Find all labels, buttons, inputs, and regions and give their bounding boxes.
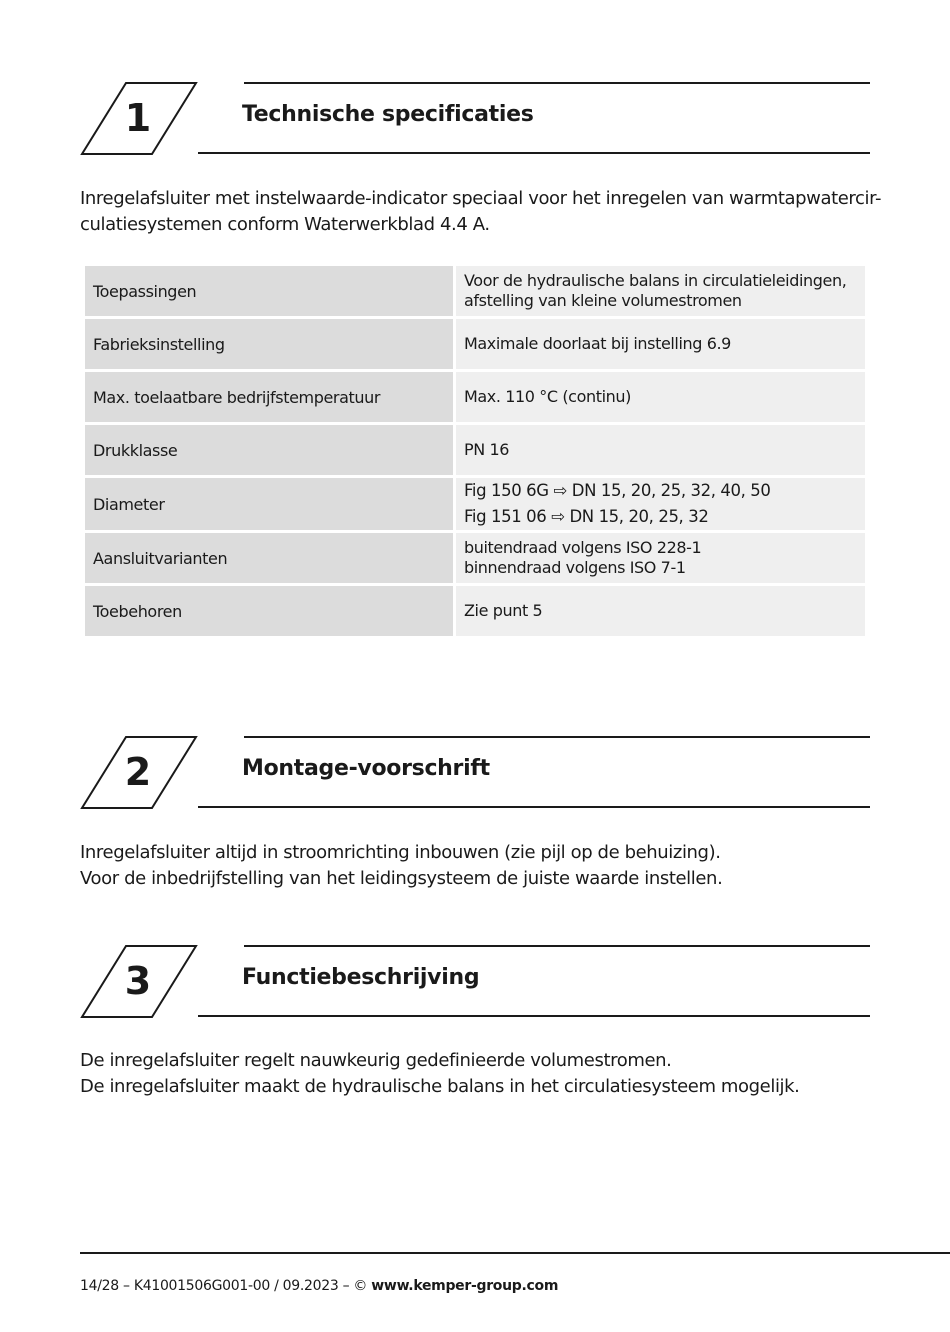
spec-value-line: binnendraad volgens ISO 7-1 — [464, 558, 686, 577]
section-number: 1 — [124, 96, 152, 140]
fig-label: Fig 151 06 — [464, 507, 547, 526]
section-number: 2 — [124, 750, 152, 794]
header-rule-bottom — [198, 1015, 870, 1017]
spec-value — [456, 478, 865, 530]
table-row — [85, 266, 865, 316]
spec-value: Zie punt 5 — [456, 586, 865, 636]
table-row — [85, 533, 865, 583]
website-link[interactable]: www.kemper-group.com — [371, 1278, 559, 1294]
table-row — [85, 425, 865, 475]
arrow-right-icon: ⇨ — [553, 481, 567, 500]
dn-values: DN 15, 20, 25, 32, 40, 50 — [571, 481, 771, 500]
body-line: De inregelafsluiter regelt nauwkeurig gedefinieerde volumestromen. — [80, 1050, 672, 1071]
section-3-header — [0, 945, 950, 1021]
section-title: Technische specificaties — [242, 102, 534, 127]
table-row — [85, 586, 865, 636]
section-title: Montage-voorschrift — [242, 756, 490, 781]
spec-value: Maximale doorlaat bij instelling 6.9 — [456, 319, 865, 369]
section-2-body — [80, 840, 870, 892]
section-3-body — [80, 1048, 870, 1100]
header-rule-top — [244, 945, 870, 947]
diameter-line — [464, 478, 857, 504]
header-rule-bottom — [198, 152, 870, 154]
section-number: 3 — [124, 959, 152, 1003]
intro-line: culatiesystemen conform Waterwerkblad 4.4 A. — [80, 214, 490, 235]
spec-value-line: Voor de hydraulische balans in circulatieleidingen, — [464, 271, 847, 290]
spec-label: Max. toelaatbare bedrijfstemperatuur — [85, 372, 453, 422]
spec-label: Aansluitvarianten — [85, 533, 453, 583]
section-title: Functiebeschrijving — [242, 965, 480, 990]
body-line: Voor de inbedrijfstelling van het leidingsysteem de juiste waarde instellen. — [80, 868, 723, 889]
spec-value: Max. 110 °C (continu) — [456, 372, 865, 422]
section-1-header — [0, 82, 950, 158]
spec-label: Toepassingen — [85, 266, 453, 316]
footer-rule — [80, 1252, 950, 1254]
footer-text: 14/28 – K41001506G001-00 / 09.2023 – © — [80, 1278, 372, 1294]
page-footer — [80, 1278, 558, 1294]
table-row — [85, 319, 865, 369]
spec-value: PN 16 — [456, 425, 865, 475]
spec-value — [456, 266, 865, 316]
fig-label: Fig 150 6G — [464, 481, 549, 500]
spec-label: Toebehoren — [85, 586, 453, 636]
spec-value-line: afstelling van kleine volumestromen — [464, 291, 742, 310]
table-row — [85, 372, 865, 422]
spec-label: Fabrieksinstelling — [85, 319, 453, 369]
intro-line: Inregelafsluiter met instelwaarde-indicator speciaal voor het inregelen van warmtapwatercir- — [80, 188, 882, 209]
dn-values: DN 15, 20, 25, 32 — [569, 507, 709, 526]
spec-label: Diameter — [85, 478, 453, 530]
body-line: De inregelafsluiter maakt de hydraulische balans in het circulatiesysteem mogelijk. — [80, 1076, 800, 1097]
spec-table — [82, 263, 868, 639]
arrow-right-icon: ⇨ — [551, 507, 565, 526]
spec-value — [456, 533, 865, 583]
diameter-line — [464, 504, 857, 530]
header-rule-top — [244, 82, 870, 84]
spec-label: Drukklasse — [85, 425, 453, 475]
section-2-header — [0, 736, 950, 812]
table-row — [85, 478, 865, 530]
header-rule-bottom — [198, 806, 870, 808]
body-line: Inregelafsluiter altijd in stroomrichting inbouwen (zie pijl op de behuizing). — [80, 842, 721, 863]
spec-value-line: buitendraad volgens ISO 228-1 — [464, 538, 702, 557]
header-rule-top — [244, 736, 870, 738]
section-1-intro — [80, 186, 882, 238]
